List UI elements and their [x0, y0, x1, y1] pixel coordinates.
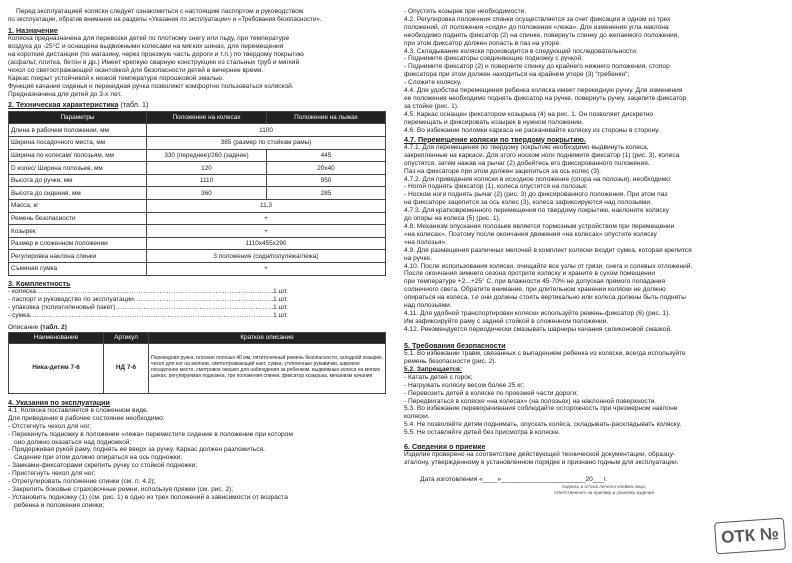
intro-line-2: по эксплуатации, обратив внимание на разделы «Указания по эксплуатации» и «Требования безопасности».	[8, 15, 322, 23]
signature-caption-1: подпись и оттиск личного клейма лица,	[562, 484, 646, 490]
contents-item	[8, 304, 288, 312]
description-header: Наименование	[9, 332, 104, 343]
sec5-line: - Передвигаться в коляске «на колесах» (на полозьях) на наклонной поверхности.	[404, 397, 657, 405]
sec47-line: Паз на фиксаторе при этом должен зацепиться за ось колес (3).	[404, 167, 601, 175]
sec4-cont-line: 4.2. Регулировка положения спинки осуществляется за счет фиксации в одном из трех	[404, 15, 671, 23]
sec1-line: Каркас покрыт устойчивой к низкой температуре порошковой эмалью.	[8, 74, 224, 82]
sec1-line: чехол со светоотражающей окантовкой для безопасности детей в вечернее время.	[8, 66, 264, 74]
section-4-body	[8, 407, 386, 510]
contents-list	[8, 288, 288, 320]
sec4-cont-line: - Поднимите фиксаторы соединяющие подножку с ручкой;	[404, 55, 583, 63]
contents-item-name: - паспорт и руководство по эксплуатации	[8, 295, 134, 303]
sec1-line: Функция качания сиденья и перекидная ручка позволяют комфортно пользоваться коляской.	[8, 82, 294, 90]
sec47-line: 4.7.3. Для кратковременного перемещения по твердому покрытию, наклоните коляску	[404, 207, 669, 215]
right-column	[404, 8, 784, 496]
spec-value: +	[147, 225, 386, 238]
sec4-cont-line: 4.3. Складывание коляски производится в следующей последовательности:	[404, 47, 638, 55]
sec47-line: 4.11. Для удобной транспортировки коляски используйте ремень-фиксатор (6) (рис. 1).	[404, 309, 671, 317]
sec1-line: Коляска предназначена для перевозки детей по плотному снегу или льду, при температуре	[8, 35, 290, 43]
spec-value: 1100	[147, 124, 386, 137]
section-4-7-body	[404, 144, 784, 334]
spec-row	[9, 149, 386, 162]
spec-value: 1110x455x290	[147, 237, 386, 250]
sec47-line: 4.8. Механизм опускания полозьев является тормозным устройством при перемещении	[404, 222, 675, 230]
sec47-line: на ручке.	[404, 254, 432, 262]
sec47-line: при температуре +2...+25° С, при влажности 45-70% не допуская прямого попадания	[404, 278, 666, 286]
sec4-line: - Придерживая рукой раму, поднять ее вверх за ручку. Каркас должен разложиться.	[8, 446, 265, 454]
signature-caption-2: ответственного за приемку и упаковку изделия	[554, 490, 654, 496]
description-header: Артикул	[104, 332, 149, 343]
sec1-line: воздуха до -25°С и оснащена выдвижными колесами на мягких шинах, для перемещения	[8, 43, 284, 51]
spec-header: Параметры	[9, 111, 147, 124]
sec4-cont-line: ее положения необходимо поднять фиксатор на ручке, повернуть ручку, зацепите фиксатор	[404, 94, 687, 102]
sec4-cont-line: - Поднимите фиксатор (2) и поверните спинку до крайнего нижнего положения, стопор	[404, 63, 670, 71]
section-1-title: 1. Назначение	[8, 25, 58, 35]
section-4-7-title: 4.7. Перемещение коляски по твердому покрытию.	[404, 134, 586, 144]
description-label	[8, 324, 386, 332]
spec-value-skis: 20x40	[267, 162, 386, 175]
spec-header: Положение на лыжах	[267, 111, 386, 124]
spec-param: D колес/ Ширина полозьев, мм	[9, 162, 147, 175]
spec-header-row	[9, 111, 386, 124]
section-6-body	[404, 451, 784, 495]
sec4-cont-line: положений, от положения «сидя» до положения «лежа». Для изменения угла наклона	[404, 23, 669, 31]
section-2-title-text: 2. Техническая характеристика	[8, 100, 119, 110]
spec-param: Высота до ручки, мм	[9, 174, 147, 187]
spec-row	[9, 237, 386, 250]
contents-item-name: - коляска	[8, 288, 36, 295]
sec5-line: 5.5. Не оставляйте детей без присмотра в коляске.	[404, 429, 561, 437]
spec-table	[8, 111, 386, 276]
sec47-line: Им зафиксируйте раму с задней стойкой в сложенном положении.	[404, 317, 609, 325]
sec47-line: 4.9. Для размещения различных мелочей в комплект коляски входит сумка, которая крепится	[404, 246, 692, 254]
contents-item	[8, 312, 288, 320]
spec-param: Ремень безопасности	[9, 212, 147, 225]
sec4-line: - Пристегнуть чехол для ног;	[8, 470, 96, 478]
spec-value-skis: 445	[267, 149, 386, 162]
sec47-line: до опоры на колеса (5) (рис. 1).	[404, 215, 501, 223]
sec4-line: ребенка и положения спинки;	[14, 501, 105, 509]
description-table	[8, 332, 386, 394]
contents-item-qty: 1 шт.	[273, 288, 288, 295]
sec47-line: на фиксаторе зацепится за ось колес (3), колеса зафиксируются над полозьями.	[404, 199, 652, 207]
spec-row	[9, 174, 386, 187]
description-row	[9, 343, 386, 393]
sec5-line: 5.3. Во избежание переворачивания соблюдайте осторожность при чрезмерном наклоне	[404, 405, 678, 413]
spec-param: Высота до сидения, мм	[9, 187, 147, 200]
sec5-line: 5.1. Во избежании травм, связанных с выпадением ребенка из коляски, всегда используйте	[404, 350, 686, 358]
contents-item	[8, 296, 288, 304]
section-5-title: 5. Требования безопасности	[404, 340, 506, 350]
description-article: НД 7-6	[104, 343, 149, 393]
otk-stamp: ОТК №	[714, 518, 786, 555]
sec4-line: - Перекинуть подножку в положение «лежа» переместите сидение в положение при котором	[8, 430, 293, 438]
description-header-row	[9, 332, 386, 343]
sec47-line: 4.7.2. Для приведения коляски в исходное положение (опора на полозья), необходимо:	[404, 175, 672, 183]
spec-row	[9, 212, 386, 225]
sec47-line: - Носком ноги поднять рычаг (2) (рис. 3) до фиксированного положения. При этом паз	[404, 191, 668, 199]
sec47-line: 4.12. Рекомендуется периодически смазывать шарниры качания силиконовой смазкой.	[404, 325, 672, 333]
sec4-cont-line: 4.6. Во избежание поломки каркаса не раскачивайте коляску из стороны в сторону.	[404, 126, 660, 134]
spec-param: Козырек	[9, 225, 147, 238]
spec-param: Ширина по колесам/ полозьям, мм	[9, 149, 147, 162]
section-6-title: 6. Сведения о приемке	[404, 442, 486, 452]
sec6-line: эталону, утвержденному в установленном порядке и признано годным для эксплуатации.	[404, 459, 679, 467]
contents-item-name: - упаковка (полиэтиленовый пакет)	[8, 303, 116, 311]
spec-value: 385 (размер по стойкам рамы)	[147, 137, 386, 150]
sec47-line: опустятся, затем нажав на рычаг (2) добейтесь его фиксированного положения.	[404, 159, 650, 167]
sec4-cont-line: необходимо поднять фиксатор (2) на спинке, повернуть спинку до желаемого положения,	[404, 31, 680, 39]
sec47-line: - Ногой поднять фиксатор (1), колеса опустится на полозья;	[404, 183, 588, 191]
sec5-line: - Катать детей с горок;	[404, 373, 473, 381]
sec4-line: - Установить подножку (1) (см. рис. 1) в одно из трех положений в зависимости от возраста	[8, 493, 288, 501]
sec5-line: - Перевозить детей в коляске по проезжей части дороги;	[404, 389, 579, 397]
spec-value-wheels: 120	[147, 162, 267, 175]
sec47-line: закрепленные на каркасе. Для этого носком ноги поднимите фиксатор (1) (рис. 3), колеса	[404, 151, 680, 159]
spec-row	[9, 225, 386, 238]
contents-item	[8, 288, 288, 296]
sec4-cont-line: фиксатора при этом должен находиться на крайнем упоре (3) "гребенки";	[404, 71, 630, 79]
sec4-cont-line: за стойке (рис. 1).	[404, 102, 459, 110]
spec-row	[9, 263, 386, 276]
spec-param: Регулировка наклона спинки	[9, 250, 147, 263]
contents-item-qty: 1 шт.	[273, 311, 288, 319]
sec4-cont-line: при этом фиксатор должен попасть в паз на упоре.	[404, 39, 561, 47]
sec1-line: (асфальт, плитка, бетон и др.) Имеет крепкую сварную конструкцию из стальных труб и мягкий	[8, 58, 300, 66]
spec-row	[9, 124, 386, 137]
intro-line-1: Перед эксплуатацией коляски следует ознакомиться с настоящим паспортом и руководством	[16, 8, 304, 15]
sec47-line: над полозьями.	[404, 302, 452, 310]
spec-row	[9, 137, 386, 150]
sec4-line: - Замками-фиксаторами скрепить ручку со стойкой подножки;	[8, 462, 198, 470]
spec-value-wheels: 360	[147, 187, 267, 200]
sec47-line: «на полозья».	[404, 238, 447, 246]
sec4-cont-line: перемещать и фиксировать козырек в нужном положении.	[404, 118, 584, 126]
section-4-title: 4. Указания по эксплуатации	[8, 397, 110, 407]
sec47-line: солнечного света. Обратите внимание, при длительном хранении коляски не должно	[404, 286, 666, 294]
left-column	[8, 8, 386, 510]
sec5-line: коляски.	[404, 413, 430, 421]
spec-value-skis: 285	[267, 187, 386, 200]
description-name: Ника-детям 7-6	[9, 343, 104, 393]
spec-value: 11,3	[147, 200, 386, 213]
spec-value-skis: 950	[267, 174, 386, 187]
spec-header: Положение на колесах	[147, 111, 267, 124]
sec4-cont-line: 4.5. Каркас оснащен фиксатором козырька (4) на рис. 1. Он позволяет дискретно	[404, 110, 654, 118]
sec4-cont-line: - Опустить козырек при необходимости.	[404, 8, 527, 15]
spec-value-wheels: 1110	[147, 174, 267, 187]
spec-row	[9, 200, 386, 213]
description-header: Краткое описание	[149, 332, 386, 343]
spec-param: Съемная сумка	[9, 263, 147, 276]
sec47-line: опираться на колеса, т.е они должны стоять вертикально или колеса должны быть подняты	[404, 294, 686, 302]
sec4-line: 4.1. Коляска поставляется в сложенном виде.	[8, 406, 149, 414]
sec4-line: оно должно оказаться над подножкой;	[14, 438, 132, 446]
description-text: Перекидная ручка, плоские полозья 40 мм, пятиточечный ремень безопасности, складной козырек, чехол для ног на молнии, светоотражающий кант, сумка, утепленные рукавички, широкое посадочное место, смотровое окошко для наблюдения за ребенком, выдвижные колеса на мягких шинах, регулируемая подножка, три положения спинки, фиксатор козырька, механизм качания	[149, 343, 386, 393]
sec1-line: на короткие дистанции (по магазину, через проезжую часть дороги и т.п.) по твердому покрытию	[8, 51, 304, 59]
spec-value-wheels: 330 (переднее)/260 (заднее)	[147, 149, 267, 162]
spec-row	[9, 162, 386, 175]
sec5-line: ремень безопасности (рис. 2).	[404, 357, 497, 365]
spec-param: Ширина посадочного места, мм	[9, 137, 147, 150]
spec-row	[9, 250, 386, 263]
description-ref: (табл. 2)	[40, 323, 67, 331]
spec-value: 3 положения (сидя/полулежа/лежа)	[147, 250, 386, 263]
sec47-line: После окончания зимнего сезона протрите коляску и храните в сухом помещении	[404, 270, 656, 278]
section-4-continued	[404, 8, 784, 135]
sec4-cont-line: 4.4. Для удобства перемещения ребенка коляска имеет перекидную ручку. Для изменения	[404, 87, 683, 95]
sec5-line: 5.4. Не позволяйте детям поднимать, опускать колёса, складывать-раскладывать коляску.	[404, 421, 682, 429]
manufacture-date: Дата изготовления «____»_______________________20___г.	[420, 476, 608, 484]
sec6-line: Изделие проверено на соответствие действующей технической документации, образцу-	[404, 451, 676, 459]
sec5-line: - Нагружать коляску весом более 25 кг;	[404, 381, 525, 389]
section-3-title: 3. Комплектность	[8, 278, 71, 288]
sec4-line: Для приведения в рабочее состояние необходимо:	[8, 414, 165, 422]
spec-param: Длина в рабочем положении, мм	[9, 124, 147, 137]
spec-param: Масса, кг	[9, 200, 147, 213]
section-5-body	[404, 350, 784, 437]
sec1-line: Предназначена для детей до 3-х лет.	[8, 90, 122, 98]
sec4-line: - Отстегнуть чехол для ног;	[8, 422, 92, 430]
section-1-body	[8, 35, 386, 98]
contents-item-name: - сумка	[8, 311, 30, 319]
contents-item-qty: 1 шт.	[273, 295, 288, 303]
contents-item-qty: 1 шт.	[273, 303, 288, 311]
sec4-line: Сидение при этом должно опираться на ось подножки;	[14, 454, 183, 462]
spec-param: Размер в сложенном положении	[9, 237, 147, 250]
section-2-title	[8, 101, 386, 109]
description-label-text: Описание	[8, 323, 39, 331]
section-2-table-ref: (табл. 1)	[120, 100, 149, 110]
spec-value: +	[147, 263, 386, 276]
sec4-line: - Закрепить боковые страховочные ремни, используя пряжки (см. рис. 2);	[8, 486, 234, 493]
forbidden-title: 5.2. Запрещается:	[404, 365, 463, 373]
sec4-line: - Отрегулировать положение спинки (см. п. 4.2);	[8, 478, 156, 486]
sec47-line: 4.7.1. Для перемещения по твердому покрытию необходимо выдвинуть колеса,	[404, 143, 649, 151]
sec47-line: 4.10. После использования коляски, очищайте все узлы от грязи, снега и солевых отложений.	[404, 262, 693, 270]
sec4-cont-line: - Сложите коляску.	[404, 79, 462, 87]
spec-row	[9, 187, 386, 200]
spec-value: +	[147, 212, 386, 225]
sec47-line: «на колесах». Поэтому после окончания движения «на колесах» опустите коляску	[404, 230, 657, 238]
